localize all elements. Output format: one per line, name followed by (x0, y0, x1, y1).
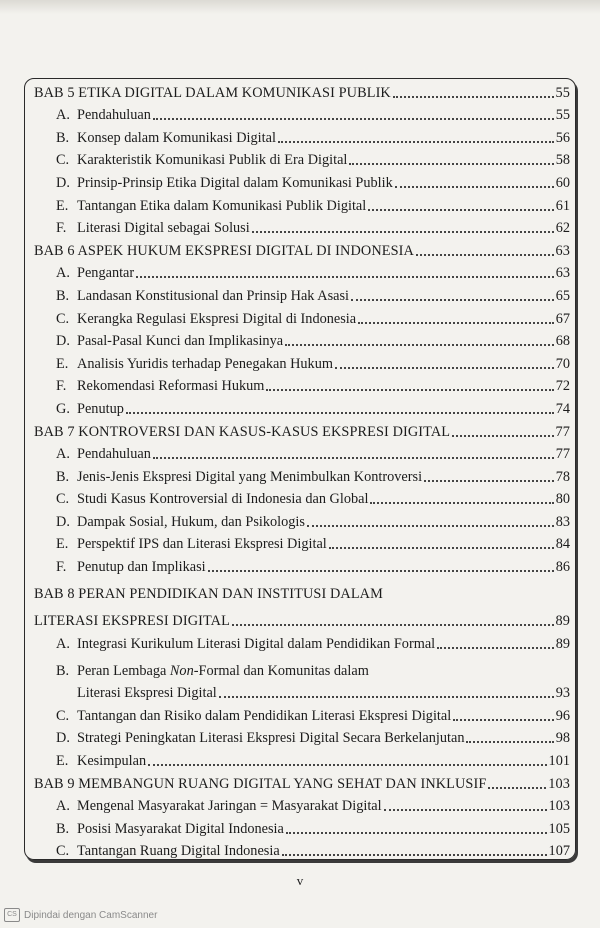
toc-chapter[interactable] (34, 769, 570, 792)
toc-section[interactable] (34, 462, 570, 485)
toc-section-letter: C. (56, 843, 70, 860)
toc-section[interactable] (34, 327, 570, 350)
toc-leader-dots (153, 457, 554, 459)
toc-section[interactable] (34, 214, 570, 237)
toc-leader-dots (393, 96, 554, 98)
toc-section-letter: C. (56, 152, 70, 169)
toc-page-number: 107 (548, 843, 570, 860)
toc-leader-dots (368, 209, 553, 211)
toc-page-number: 83 (555, 513, 570, 530)
toc-leader-dots (286, 832, 547, 834)
toc-section[interactable] (34, 168, 570, 191)
toc-chapter-title: BAB 7 KONTROVERSI DAN KASUS-KASUS EKSPRESI DIGITAL (34, 423, 451, 440)
toc-page-number: 80 (555, 491, 570, 508)
toc-page-number: 62 (555, 220, 570, 237)
toc-section[interactable] (34, 746, 570, 769)
toc-section-letter: E. (56, 536, 69, 553)
toc-page-number: 78 (555, 468, 570, 485)
toc-section-title: Analisis Yuridis terhadap Penegakan Hukum (77, 355, 333, 372)
scan-top-edge (0, 0, 600, 14)
toc-page-number: 68 (555, 333, 570, 350)
toc-section-title: Pendahuluan (77, 446, 151, 463)
toc-leader-dots (136, 276, 554, 278)
toc-leader-dots (358, 322, 554, 324)
toc-section-continued[interactable] (34, 679, 570, 702)
toc-section-title: Karakteristik Komunikasi Publik di Era Digital (77, 152, 348, 169)
toc-section-letter: C. (56, 707, 70, 724)
toc-page-number: 84 (555, 536, 570, 553)
camscanner-icon: CS (4, 908, 20, 922)
toc-page-number: 86 (555, 559, 570, 576)
toc-leader-dots (252, 231, 554, 233)
toc-section[interactable] (34, 304, 570, 327)
toc-page-number: 61 (555, 197, 570, 214)
toc-section-title: Literasi Digital sebagai Solusi (77, 220, 250, 237)
toc-section-letter: A. (56, 265, 70, 282)
toc-section-letter: B. (56, 820, 70, 837)
scanner-watermark (4, 908, 157, 922)
toc-section-title: Konsep dalam Komunikasi Digital (77, 129, 276, 146)
toc-chapter[interactable] (34, 78, 570, 101)
toc-leader-dots (351, 299, 554, 301)
toc-page-number: 103 (548, 798, 570, 815)
toc-leader-dots (453, 719, 553, 721)
toc-section-letter: D. (56, 174, 70, 191)
toc-section-title: Penutup dan Implikasi (77, 559, 206, 576)
toc-chapter-title: BAB 5 ETIKA DIGITAL DALAM KOMUNIKASI PUBLIK (34, 84, 391, 101)
toc-leader-dots (285, 344, 554, 346)
toc-section-letter: D. (56, 730, 70, 747)
toc-page-number: 55 (555, 84, 570, 101)
toc-section[interactable] (34, 701, 570, 724)
toc-chapter[interactable] (34, 236, 570, 259)
toc-leader-dots (370, 502, 553, 504)
toc-section-letter: C. (56, 491, 70, 508)
toc-page-number: 77 (555, 446, 570, 463)
toc-section-title: Tantangan Etika dalam Komunikasi Publik Digital (77, 197, 367, 214)
toc-leader-dots (148, 764, 546, 766)
toc-section[interactable] (34, 652, 570, 679)
toc-page-number: 89 (555, 613, 570, 630)
toc-section-title: Landasan Konstitusional dan Prinsip Hak Asasi (77, 287, 350, 304)
toc-chapter-title: BAB 8 PERAN PENDIDIKAN DAN INSTITUSI DALAM (34, 586, 383, 603)
toc-section-title: Kerangka Regulasi Ekspresi Digital di Indonesia (77, 310, 357, 327)
toc-section-title: Kesimpulan (77, 753, 147, 770)
toc-chapter-title: BAB 6 ASPEK HUKUM EKSPRESI DIGITAL DI INDONESIA (34, 242, 414, 259)
toc-section-title: Integrasi Kurikulum Literasi Digital dalam Pendidikan Formal (77, 635, 436, 652)
toc-title-italic: Non (169, 662, 194, 679)
toc-chapter-title: BAB 9 MEMBANGUN RUANG DIGITAL YANG SEHAT DAN INKLUSIF (34, 775, 487, 792)
toc-section-letter: D. (56, 513, 70, 530)
toc-section[interactable] (34, 724, 570, 747)
toc-leader-dots (282, 854, 547, 856)
toc-section[interactable] (34, 123, 570, 146)
toc-leader-dots (395, 186, 554, 188)
toc-leader-dots (219, 696, 554, 698)
toc-chapter[interactable] (34, 417, 570, 440)
toc-page-number: 101 (548, 753, 570, 770)
toc-section-title: Pengantar (77, 265, 135, 282)
scanner-label: Dipindai dengan CamScanner (24, 909, 158, 921)
toc-page-number: 55 (555, 107, 570, 124)
toc-section-title: Studi Kasus Kontroversial di Indonesia dan Global (77, 491, 369, 508)
toc-section[interactable] (34, 552, 570, 575)
toc-section-title: Strategi Peningkatan Literasi Ekspresi Digital Secara Berkelanjutan (77, 730, 465, 747)
toc-page-number: 103 (548, 775, 570, 792)
toc-section-letter: A. (56, 635, 70, 652)
toc-leader-dots (416, 254, 554, 256)
toc-section-title: Prinsip-Prinsip Etika Digital dalam Komunikasi Publik (77, 174, 393, 191)
toc-leader-dots (153, 118, 554, 120)
toc-leader-dots (278, 141, 554, 143)
toc-page-number: 60 (555, 174, 570, 191)
toc-section[interactable] (34, 507, 570, 530)
toc-leader-dots (126, 412, 554, 414)
toc-section-title: Literasi Ekspresi Digital (77, 685, 217, 702)
toc-section-title: Perspektif IPS dan Literasi Ekspresi Digital (77, 536, 327, 553)
toc-leader-dots (488, 787, 546, 789)
toc-page-number: 63 (555, 242, 570, 259)
toc-page-number: 67 (555, 310, 570, 327)
toc-section[interactable] (34, 191, 570, 214)
toc-leader-dots (266, 389, 553, 391)
toc-section-letter: B. (56, 662, 70, 679)
toc-section-letter: D. (56, 333, 70, 350)
toc-page-number: 70 (555, 355, 570, 372)
toc-leader-dots (232, 624, 554, 626)
toc-leader-dots (384, 809, 547, 811)
toc-leader-dots (307, 525, 554, 527)
toc-section-letter: F. (56, 559, 67, 576)
toc-page-number: 65 (555, 287, 570, 304)
toc-page-number: 93 (555, 685, 570, 702)
toc-section[interactable] (34, 792, 570, 815)
toc-section[interactable] (34, 281, 570, 304)
toc-page-number: 105 (548, 820, 570, 837)
toc-section-title: Posisi Masyarakat Digital Indonesia (77, 820, 284, 837)
toc-page-number: 63 (555, 265, 570, 282)
toc-section-letter: C. (56, 310, 70, 327)
toc-section-letter: B. (56, 468, 70, 485)
toc-chapter-continued[interactable] (34, 602, 570, 629)
toc-leader-dots (208, 570, 554, 572)
page-number: v (296, 873, 304, 888)
toc-section-title: Penutup (77, 400, 124, 417)
toc-section-letter: E. (56, 197, 69, 214)
toc-page-number: 74 (555, 400, 570, 417)
toc-section-letter: E. (56, 355, 69, 372)
toc-section-title: Tantangan dan Risiko dalam Pendidikan Literasi Ekspresi Digital (77, 707, 452, 724)
toc-title-part: Peran Lembaga (77, 662, 170, 679)
toc-section[interactable] (34, 349, 570, 372)
toc-leader-dots (329, 547, 554, 549)
table-of-contents (34, 78, 570, 859)
toc-leader-dots (335, 367, 554, 369)
toc-section-letter: B. (56, 287, 70, 304)
toc-page-number: 72 (555, 378, 570, 395)
toc-page-number: 98 (555, 730, 570, 747)
toc-section-title: Tantangan Ruang Digital Indonesia (77, 843, 280, 860)
toc-leader-dots (466, 741, 553, 743)
toc-leader-dots (349, 163, 553, 165)
toc-chapter-title: LITERASI EKSPRESI DIGITAL (34, 613, 230, 630)
toc-page-number: 77 (555, 423, 570, 440)
toc-section-title: Pasal-Pasal Kunci dan Implikasinya (77, 333, 284, 350)
toc-section-title: Mengenal Masyarakat Jaringan = Masyarakat Digital (77, 798, 382, 815)
toc-leader-dots (424, 480, 554, 482)
toc-section-letter: F. (56, 378, 67, 395)
toc-section-letter: A. (56, 798, 70, 815)
toc-page-number: 56 (555, 129, 570, 146)
toc-section-letter: F. (56, 220, 67, 237)
toc-section[interactable] (34, 530, 570, 553)
toc-section-letter: G. (56, 400, 70, 417)
toc-section-title: Dampak Sosial, Hukum, dan Psikologis (77, 513, 305, 530)
toc-leader-dots (452, 435, 553, 437)
toc-section[interactable] (34, 485, 570, 508)
toc-title-part: -Formal dan Komunitas dalam (193, 662, 369, 679)
toc-page-number: 89 (555, 635, 570, 652)
toc-page-number: 58 (555, 152, 570, 169)
toc-section[interactable] (34, 394, 570, 417)
toc-section[interactable] (34, 440, 570, 463)
toc-section-title: Jenis-Jenis Ekspresi Digital yang Menimbulkan Kontroversi (77, 468, 423, 485)
toc-section[interactable] (34, 146, 570, 169)
toc-section-letter: A. (56, 107, 70, 124)
toc-section-title: Rekomendasi Reformasi Hukum (77, 378, 265, 395)
toc-section[interactable] (34, 101, 570, 124)
toc-section[interactable] (34, 837, 570, 860)
toc-section[interactable] (34, 259, 570, 282)
toc-page-number: 96 (555, 707, 570, 724)
toc-section[interactable] (34, 814, 570, 837)
toc-section-letter: B. (56, 129, 70, 146)
toc-leader-dots (437, 647, 554, 649)
toc-section-letter: A. (56, 446, 70, 463)
toc-chapter[interactable] (34, 575, 570, 602)
toc-section[interactable] (34, 629, 570, 652)
toc-section-title (77, 663, 369, 679)
toc-section-letter: E. (56, 753, 69, 770)
toc-section-title: Pendahuluan (77, 107, 151, 124)
toc-section[interactable] (34, 372, 570, 395)
